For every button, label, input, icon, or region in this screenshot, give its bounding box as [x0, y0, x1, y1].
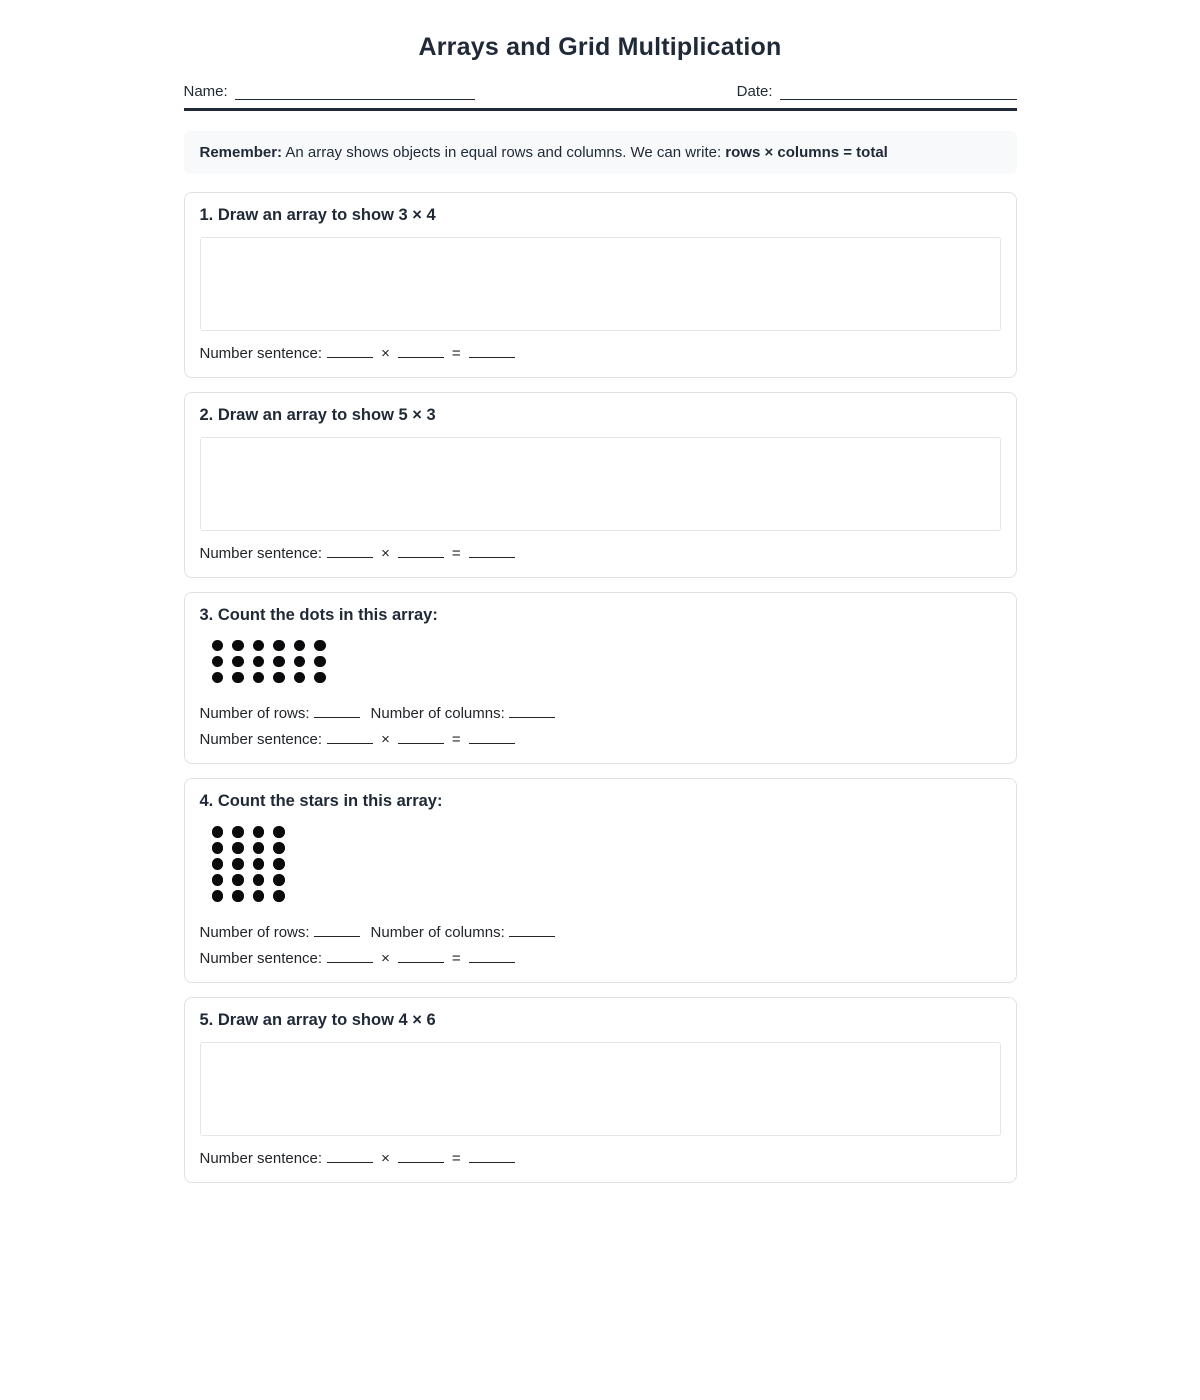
remember-label: Remember:	[199, 143, 283, 161]
dot	[273, 874, 285, 886]
question-card-4	[184, 778, 1017, 983]
equals-sign: =	[451, 544, 461, 562]
dot	[294, 656, 306, 668]
dot-row	[212, 890, 1001, 902]
dot	[253, 672, 265, 684]
remember-formula: rows × columns = total	[725, 143, 888, 161]
answer-blank	[398, 344, 444, 358]
answer-blank	[469, 730, 515, 744]
dot	[253, 842, 265, 854]
name-field-group	[184, 83, 475, 100]
dot-array-5x4	[200, 826, 1001, 902]
equals-sign: =	[451, 1149, 461, 1167]
answer-blank	[469, 949, 515, 963]
times-sign: ×	[381, 344, 390, 362]
question-card-3	[184, 592, 1017, 765]
name-write-line	[235, 85, 475, 100]
remember-body: An array shows objects in equal rows and columns. We can write:	[282, 143, 726, 161]
number-of-rows-label: Number of rows:	[199, 705, 310, 723]
question-card-5	[184, 997, 1017, 1183]
dot	[212, 826, 224, 838]
answer-blank	[398, 949, 444, 963]
equals-sign: =	[451, 731, 461, 749]
page-title: Arrays and Grid Multiplication	[418, 33, 782, 61]
drawing-area	[200, 237, 1001, 331]
drawing-area	[200, 437, 1001, 531]
dot	[232, 656, 244, 668]
question-title: 1. Draw an array to show 3 × 4	[199, 205, 436, 224]
dot	[273, 672, 285, 684]
number-sentence-label: Number sentence:	[199, 544, 323, 562]
answer-blank	[469, 544, 515, 558]
answer-blank	[398, 730, 444, 744]
answer-blank	[327, 1149, 373, 1163]
header-divider	[184, 108, 1017, 111]
date-label: Date:	[736, 83, 773, 100]
remember-note	[184, 131, 1017, 174]
answer-blank	[327, 730, 373, 744]
dot	[273, 890, 285, 902]
number-sentence-row	[200, 949, 1001, 967]
dot-array-3x6	[200, 640, 1001, 684]
number-sentence-label: Number sentence:	[199, 344, 323, 362]
dot	[314, 640, 326, 652]
number-sentence-row	[200, 730, 1001, 748]
number-sentence-row	[200, 344, 1001, 362]
number-sentence-label: Number sentence:	[199, 731, 323, 749]
dot-row	[212, 640, 1001, 652]
dot	[212, 672, 224, 684]
question-title: 3. Count the dots in this array:	[199, 605, 438, 624]
number-sentence-row	[200, 544, 1001, 562]
answer-blank	[469, 1149, 515, 1163]
question-title: 4. Count the stars in this array:	[199, 792, 443, 811]
number-of-rows-label: Number of rows:	[199, 923, 310, 941]
dot	[273, 858, 285, 870]
question-card-1	[184, 192, 1017, 378]
times-sign: ×	[381, 949, 390, 967]
dot	[253, 858, 265, 870]
times-sign: ×	[381, 1149, 390, 1167]
dot	[294, 672, 306, 684]
number-sentence-label: Number sentence:	[199, 1149, 323, 1167]
dot	[273, 656, 285, 668]
worksheet-page	[184, 0, 1017, 1183]
dot-row	[212, 826, 1001, 838]
dot-row	[212, 672, 1001, 684]
dot	[232, 842, 244, 854]
dot	[232, 826, 244, 838]
answer-blank	[327, 344, 373, 358]
dot	[253, 826, 265, 838]
number-of-columns-label: Number of columns:	[370, 923, 505, 941]
drawing-area	[200, 1042, 1001, 1136]
dot	[232, 890, 244, 902]
dot	[273, 842, 285, 854]
answer-blank	[509, 704, 555, 718]
question-card-2	[184, 392, 1017, 578]
question-title: 5. Draw an array to show 4 × 6	[199, 1010, 436, 1029]
dot	[253, 640, 265, 652]
dot	[314, 656, 326, 668]
answer-blank	[469, 344, 515, 358]
answer-blank	[327, 949, 373, 963]
times-sign: ×	[381, 731, 390, 749]
dot-row	[212, 842, 1001, 854]
answer-blank	[398, 544, 444, 558]
number-sentence-row	[200, 1149, 1001, 1167]
dot	[253, 656, 265, 668]
name-label: Name:	[183, 83, 228, 100]
equals-sign: =	[451, 949, 461, 967]
dot	[212, 874, 224, 886]
dot	[253, 890, 265, 902]
answer-blank	[314, 923, 360, 937]
dot	[212, 656, 224, 668]
dot	[294, 640, 306, 652]
date-write-line	[780, 85, 1017, 100]
rows-columns-row	[200, 704, 1001, 722]
dot	[232, 640, 244, 652]
number-of-columns-label: Number of columns:	[370, 705, 505, 723]
dot	[212, 640, 224, 652]
dot	[232, 672, 244, 684]
dot	[232, 874, 244, 886]
dot	[253, 874, 265, 886]
dot-row	[212, 874, 1001, 886]
dot	[212, 842, 224, 854]
dot	[212, 858, 224, 870]
times-sign: ×	[381, 544, 390, 562]
dot	[273, 640, 285, 652]
answer-blank	[398, 1149, 444, 1163]
rows-columns-row	[200, 923, 1001, 941]
answer-blank	[509, 923, 555, 937]
number-sentence-label: Number sentence:	[199, 949, 323, 967]
dot	[232, 858, 244, 870]
answer-blank	[314, 704, 360, 718]
dot	[212, 890, 224, 902]
dot-row	[212, 656, 1001, 668]
answer-blank	[327, 544, 373, 558]
equals-sign: =	[451, 344, 461, 362]
date-field-group	[737, 83, 1017, 100]
dot	[273, 826, 285, 838]
question-title: 2. Draw an array to show 5 × 3	[199, 405, 436, 424]
dot	[314, 672, 326, 684]
dot-row	[212, 858, 1001, 870]
name-date-row	[184, 83, 1017, 100]
